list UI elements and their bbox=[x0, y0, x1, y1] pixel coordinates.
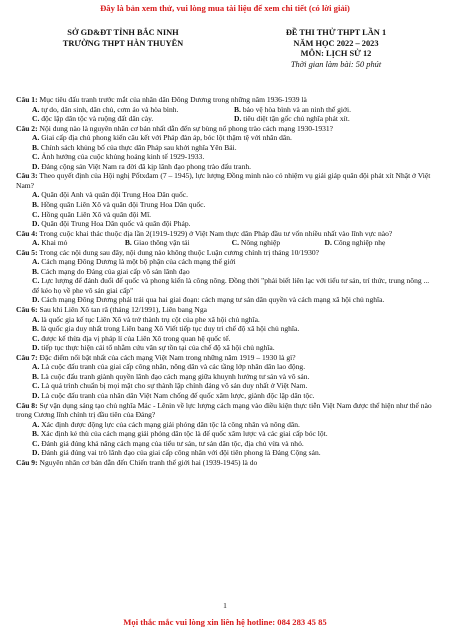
question-text: Đặc điểm nổi bật nhất của cách mạng Việt Nam trong những năm 1919 – 1930 là gì? bbox=[39, 352, 296, 362]
answer-letter: D. bbox=[32, 219, 40, 229]
answer-letter: D. bbox=[32, 343, 40, 353]
question-stem bbox=[16, 171, 436, 190]
answer-option bbox=[16, 372, 436, 382]
answer-option bbox=[16, 162, 436, 172]
question-block bbox=[16, 229, 436, 248]
answer-letter: A. bbox=[32, 314, 40, 324]
question-stem bbox=[16, 124, 436, 134]
question-block bbox=[16, 401, 436, 458]
question-stem bbox=[16, 401, 436, 420]
answer-letter: B. bbox=[32, 142, 39, 152]
answer-option bbox=[16, 429, 436, 439]
question-text: Trong các nội dung sau đây, nội dung nào không thuộc Luận cương chính trị tháng 10/1930? bbox=[39, 247, 319, 257]
answer-text: Quân đội Anh và quân đội Trung Hoa Dân quốc. bbox=[41, 190, 188, 200]
answer-option bbox=[32, 114, 234, 124]
answer-grid bbox=[16, 105, 436, 124]
question-text: Nội dung nào là nguyên nhân cơ bản nhất dẫn đến sự bùng nổ phong trào cách mạng 1930-1931? bbox=[39, 123, 334, 133]
question-number: Câu 8: bbox=[16, 400, 38, 410]
answer-option bbox=[16, 219, 436, 229]
answer-text: tiêu diệt tận gốc chủ nghĩa phát xít. bbox=[243, 114, 350, 124]
answer-text: Cách mạng do Đảng của giai cấp vô sản lãnh đạo bbox=[40, 266, 190, 276]
answer-text: Cách mạng Đông Dương phải trải qua hai giai đoạn: cách mạng tư sản dân quyền và cách mạng xã hội chủ nghĩa. bbox=[41, 295, 385, 305]
answer-option bbox=[16, 200, 436, 210]
answer-text: Là quá trình chuẩn bị mọi mặt cho sự thành lập chính đảng vô sản duy nhất ở Việt Nam. bbox=[41, 381, 308, 391]
answer-text: tiếp tục thực hiện cải tổ nhằm cứu vãn sự tồn tại của chế độ xã hội chủ nghĩa. bbox=[41, 343, 275, 353]
answer-option bbox=[16, 210, 436, 220]
question-text: Mục tiêu đấu tranh trước mắt của nhân dân Đông Dương trong những năm 1936-1939 là bbox=[39, 95, 307, 104]
answer-option bbox=[16, 257, 436, 267]
bottom-banner: Mọi thắc mắc vui lòng xin liên hệ hotline: 084 283 45 85 bbox=[123, 617, 327, 627]
question-number: Câu 4: bbox=[16, 228, 38, 238]
question-block bbox=[16, 124, 436, 172]
answer-text: Đảng cộng sản Việt Nam ra đời đã kịp lãnh đạo phong trào đấu tranh. bbox=[41, 161, 252, 171]
answer-letter: D. bbox=[32, 448, 40, 458]
answer-option bbox=[234, 105, 436, 115]
answer-text: Xác định được động lực của cách mạng giải phóng dân tộc là công nhân và nông dân. bbox=[41, 419, 300, 429]
question-stem bbox=[16, 248, 436, 258]
question-block bbox=[16, 171, 436, 228]
answer-letter: A. bbox=[32, 133, 40, 143]
answer-option bbox=[16, 381, 436, 391]
department-name: SỞ GD&ĐT TỈNH BẮC NINH bbox=[67, 28, 179, 37]
answer-letter: B. bbox=[32, 429, 39, 439]
answer-letter: C. bbox=[32, 276, 40, 286]
question-number: Câu 3: bbox=[16, 171, 38, 181]
answer-option bbox=[16, 190, 436, 200]
answer-letter: D. bbox=[324, 238, 332, 248]
answer-text: Lực lượng để đánh đuổi đế quốc và phong kiến là công nông. Đồng thời "phải biết liên lạc với tiểu tư sản, trí thức, trung nông ... để kéo họ về phe vô sản giai cấp" bbox=[32, 276, 430, 295]
answer-letter: D. bbox=[32, 161, 40, 171]
question-text: Nguyên nhân cơ bản dẫn đến Chiến tranh thế giới hai (1939-1945) là do bbox=[39, 457, 258, 467]
answer-option bbox=[16, 267, 436, 277]
exam-title: ĐỀ THI THỬ THPT LẦN 1 bbox=[285, 28, 387, 37]
question-block bbox=[16, 305, 436, 353]
answer-letter: B. bbox=[32, 324, 39, 334]
answer-letter: C. bbox=[231, 238, 240, 248]
answer-letter: A. bbox=[32, 104, 40, 114]
answer-letter: D. bbox=[234, 114, 242, 124]
question-stem bbox=[16, 229, 436, 239]
answer-option bbox=[16, 420, 436, 430]
answer-option bbox=[16, 362, 436, 372]
answer-option bbox=[16, 133, 436, 143]
answer-letter: C. bbox=[32, 333, 40, 343]
answer-text: Quân đội Trung Hoa Dân quốc và quân đội Pháp. bbox=[41, 219, 191, 229]
answer-option bbox=[16, 324, 436, 334]
answer-text: Xác định kẻ thù của cách mạng giải phóng dân tộc là đế quốc xâm lược và các giai cấp bóc lột. bbox=[40, 429, 328, 439]
answer-option bbox=[16, 143, 436, 153]
answer-option bbox=[16, 391, 436, 401]
answer-option bbox=[16, 276, 436, 295]
top-banner: Đây là bản xem thử, vui lòng mua tài liệu để xem chi tiết (có lời giải) bbox=[100, 3, 350, 13]
answer-letter: C. bbox=[32, 209, 40, 219]
question-text: Trong cuộc khai thác thuộc địa lần 2(1919-1929) ở Việt Nam thực dân Pháp đầu tư vốn nhiều nhất vào lĩnh vực nào? bbox=[39, 228, 393, 238]
answer-option bbox=[16, 439, 436, 449]
question-text: Sau khi Liên Xô tan rã (tháng 12/1991), Liên bang Nga bbox=[39, 305, 207, 315]
answer-text: Hồng quân Liên Xô và quân đội Trung Hoa Dân quốc. bbox=[40, 200, 206, 210]
answer-letter: D. bbox=[32, 390, 40, 400]
answer-option bbox=[16, 295, 436, 305]
answer-letter: B. bbox=[124, 238, 132, 248]
answer-letter: A. bbox=[32, 419, 40, 429]
answer-letter: A. bbox=[32, 362, 40, 372]
answer-text: Giai cấp địa chủ phong kiến câu kết với Pháp đàn áp, bóc lột thậm tệ với nhân dân. bbox=[41, 133, 292, 143]
answer-option bbox=[16, 334, 436, 344]
subject: MÔN: LỊCH SỬ 12 bbox=[300, 49, 372, 58]
question-list bbox=[16, 95, 436, 467]
answer-text: độc lập dân tộc và ruộng đất dân cày. bbox=[41, 114, 154, 124]
answer-text: Hồng quân Liên Xô và quân đội Mĩ. bbox=[41, 209, 152, 219]
answer-text: bảo vệ hòa bình và an ninh thế giới. bbox=[242, 104, 351, 114]
answer-letter: A. bbox=[32, 257, 40, 267]
answer-text: Ảnh hưởng của cuộc khủng hoảng kinh tế 1929-1933. bbox=[41, 152, 205, 162]
question-block bbox=[16, 353, 436, 401]
answer-text: Đánh giá đúng khả năng cách mạng của tiểu tư sản, tư sản dân tộc, địa chủ vừa và nhỏ. bbox=[41, 438, 304, 448]
answer-text: Là cuộc đấu tranh giành quyền lãnh đạo cách mạng giữa khuynh hướng tư sản và vô sản. bbox=[40, 371, 310, 381]
question-number: Câu 2: bbox=[16, 123, 38, 133]
answer-text: Khai mỏ bbox=[41, 238, 68, 248]
answer-text: Đánh giá đúng vai trò lãnh đạo của giai cấp công nhân với đội tiên phong là Đảng Cộng sản. bbox=[41, 448, 321, 458]
answer-letter: D. bbox=[32, 295, 40, 305]
question-text: Theo quyết định của Hội nghị Pốtxđam (7 – 1945), lực lượng Đồng minh nào có nhiệm vụ giải giáp quân đội phát xít Nhật ở Việt Nam? bbox=[16, 171, 431, 190]
question-text: Sự vận dụng sáng tạo chủ nghĩa Mác - Lênin về lực lượng cách mạng vào điều kiện thực tiễn Việt Nam được thể hiện như thế nào trong Cương lĩnh chính trị đầu tiên của Đảng? bbox=[16, 400, 432, 420]
answer-grid bbox=[16, 238, 436, 248]
question-block bbox=[16, 95, 436, 124]
answer-option bbox=[16, 343, 436, 353]
exam-header bbox=[0, 28, 450, 80]
answer-text: tự do, dân sinh, dân chủ, cơm áo và hòa bình. bbox=[41, 104, 179, 114]
question-number: Câu 7: bbox=[16, 352, 38, 362]
answer-option bbox=[32, 238, 125, 248]
school-info bbox=[28, 28, 218, 49]
answer-option bbox=[16, 152, 436, 162]
school-year: NĂM HỌC 2022 – 2023 bbox=[293, 38, 379, 48]
school-name: TRƯỜNG THPT HÀN THUYÊN bbox=[62, 38, 184, 48]
answer-letter: B. bbox=[234, 104, 241, 114]
answer-option bbox=[16, 315, 436, 325]
answer-text: Là cuộc đấu tranh của giai cấp công nhân, nông dân và các tầng lớp nhân dân lao động. bbox=[41, 362, 306, 372]
answer-option bbox=[232, 238, 325, 248]
answer-letter: B. bbox=[32, 371, 39, 381]
answer-letter: B. bbox=[32, 266, 39, 276]
question-stem bbox=[16, 353, 436, 363]
time-limit: Thời gian làm bài: 50 phút bbox=[290, 59, 382, 69]
answer-option bbox=[32, 105, 234, 115]
answer-text: là quốc gia kế tục Liên Xô và trở thành trụ cột của phe xã hội chủ nghĩa. bbox=[41, 314, 260, 324]
answer-letter: A. bbox=[32, 238, 40, 248]
question-number: Câu 6: bbox=[16, 305, 38, 315]
answer-option bbox=[325, 238, 436, 248]
question-stem bbox=[16, 305, 436, 315]
answer-letter: C. bbox=[32, 438, 40, 448]
answer-letter: C. bbox=[32, 381, 40, 391]
answer-text: được kế thừa địa vị pháp lí của Liên Xô trong quan hệ quốc tế. bbox=[41, 333, 231, 343]
answer-text: Giao thông vận tải bbox=[133, 238, 190, 248]
answer-text: Chính sách khủng bố của thực dân Pháp sau khởi nghĩa Yên Bái. bbox=[40, 142, 237, 152]
question-number: Câu 1: bbox=[16, 95, 38, 104]
answer-letter: B. bbox=[32, 200, 39, 210]
answer-letter: A. bbox=[32, 190, 40, 200]
question-block bbox=[16, 248, 436, 305]
answer-text: là quốc gia duy nhất trong Liên bang Xô Viết tiếp tục duy trì chế độ xã hội chủ nghĩa. bbox=[40, 324, 300, 334]
answer-option bbox=[125, 238, 232, 248]
answer-text: Nông nghiệp bbox=[240, 238, 281, 248]
question-stem bbox=[16, 458, 436, 468]
answer-option bbox=[16, 448, 436, 458]
question-number: Câu 5: bbox=[16, 247, 38, 257]
answer-option bbox=[234, 114, 436, 124]
answer-text: Cách mạng Đông Dương là một bộ phận của cách mạng thế giới bbox=[41, 257, 236, 267]
question-block bbox=[16, 458, 436, 468]
page-number: 1 bbox=[223, 601, 227, 610]
question-stem bbox=[16, 95, 436, 105]
answer-text: Là cuộc đấu tranh của nhân dân Việt Nam chống đế quốc xâm lược, giành độc lập dân tộc. bbox=[41, 390, 315, 400]
exam-info bbox=[236, 28, 436, 70]
answer-letter: C. bbox=[32, 114, 40, 124]
answer-letter: C. bbox=[32, 152, 40, 162]
answer-text: Công nghiệp nhẹ bbox=[333, 238, 386, 248]
question-number: Câu 9: bbox=[16, 457, 38, 467]
